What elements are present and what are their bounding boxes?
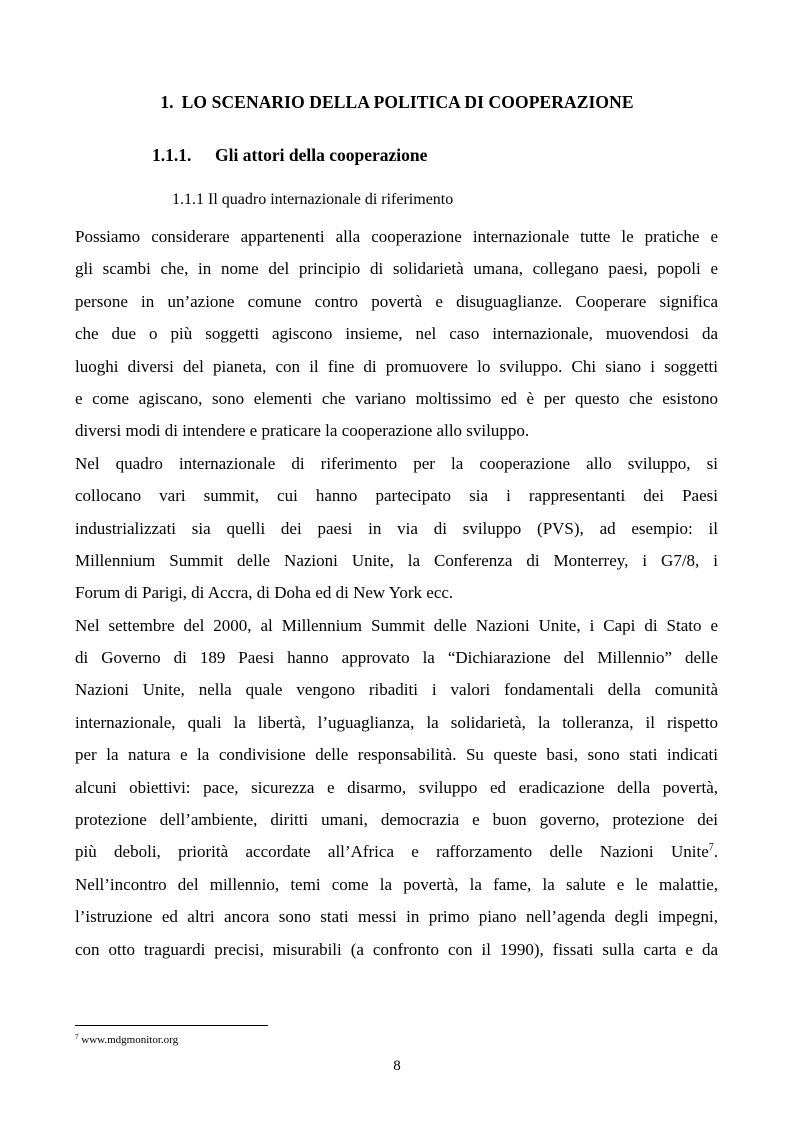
text-line: alcuni obiettivi: pace, sicurezza e disarmo, sviluppo ed eradicazione della povertà,: [75, 777, 718, 797]
text-line: Nel settembre del 2000, al Millennium Summit delle Nazioni Unite, i Capi di Stato e: [75, 615, 718, 635]
footnote-number: 7: [75, 1033, 79, 1041]
text-line: protezione dell’ambiente, diritti umani, democrazia e buon governo, protezione dei: [75, 810, 718, 830]
text-line: per la natura e la condivisione delle responsabilità. Su queste basi, sono stati indicati: [75, 745, 718, 765]
text-line: gli scambi che, in nome del principio di solidarietà umana, collegano paesi, popoli e: [75, 259, 718, 279]
body-text: [75, 221, 718, 966]
text-line: Nell’incontro del millennio, temi come la povertà, la fame, la salute e le malattie,: [75, 874, 718, 894]
text-line: luoghi diversi del pianeta, con il fine di promuovere lo sviluppo. Chi siano i soggetti: [75, 356, 718, 376]
text-line: diversi modi di intendere e praticare la cooperazione allo sviluppo.: [75, 421, 530, 441]
chapter-heading: [0, 92, 794, 113]
text-line: con otto traguardi precisi, misurabili (a confronto con il 1990), fissati sulla carta e da: [75, 939, 718, 959]
page-number: 8: [393, 1058, 401, 1074]
text-line: che due o più soggetti agiscono insieme, nel caso internazionale, muovendosi da: [75, 324, 718, 344]
chapter-title: LO SCENARIO DELLA POLITICA DI COOPERAZIONE: [181, 92, 634, 112]
section-heading: [152, 145, 427, 166]
text-line: industrializzati sia quelli dei paesi in via di sviluppo (PVS), ad esempio: il: [75, 518, 718, 538]
section-title: Gli attori della cooperazione: [215, 145, 428, 165]
text-line: Forum di Parigi, di Accra, di Doha ed di New York ecc.: [75, 583, 454, 603]
text-line: di Governo di 189 Paesi hanno approvato la “Dichiarazione del Millennio” delle: [75, 648, 718, 668]
text-fragment: più deboli, priorità accordate all’Africa e rafforzamento delle Nazioni Unite: [75, 842, 709, 862]
footnote: [75, 1034, 178, 1046]
section-number: 1.1.1.: [152, 145, 192, 165]
text-line: persone in un’azione comune contro povertà e disuguaglianze. Cooperare significa: [75, 291, 718, 311]
text-line: l’istruzione ed altri ancora sono stati messi in primo piano nell’agenda degli impegni,: [75, 907, 718, 927]
text-line: Possiamo considerare appartenenti alla cooperazione internazionale tutte le pratiche e: [75, 227, 718, 246]
text-line-with-footnote: [75, 836, 718, 868]
footnote-divider: [75, 1025, 268, 1026]
text-line: Nel quadro internazionale di riferimento per la cooperazione allo sviluppo, si: [75, 453, 718, 473]
text-line: collocano vari summit, cui hanno partecipato sia i rappresentanti dei Paesi: [75, 486, 718, 506]
text-line: Nazioni Unite, nella quale vengono ribaditi i valori fondamentali della comunità: [75, 680, 718, 700]
text-line: internazionale, quali la libertà, l’uguaglianza, la solidarietà, la tolleranza, il rispetto: [75, 712, 718, 732]
text-line: Millennium Summit delle Nazioni Unite, la Conferenza di Monterrey, i G7/8, i: [75, 550, 718, 570]
subsection-heading: 1.1.1 Il quadro internazionale di riferimento: [172, 191, 454, 208]
text-fragment-suffix: .: [713, 842, 718, 862]
footnote-text: www.mdgmonitor.org: [78, 1034, 179, 1046]
footnote-ref: 7: [708, 842, 714, 854]
chapter-number: 1.: [160, 92, 174, 112]
text-line: e come agiscano, sono elementi che variano moltissimo ed è per questo che esistono: [75, 388, 718, 408]
